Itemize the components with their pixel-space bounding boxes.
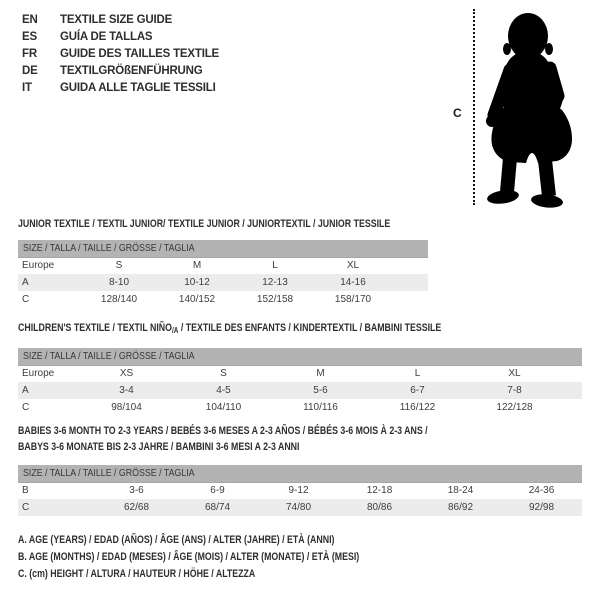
junior-size-table bbox=[18, 240, 428, 308]
language-code: ES bbox=[22, 31, 37, 43]
baby-silhouette bbox=[483, 8, 583, 208]
cell: XS bbox=[119, 368, 134, 380]
cell: L bbox=[272, 260, 278, 272]
language-list bbox=[22, 12, 219, 97]
cell-empty bbox=[392, 291, 428, 308]
cell: 92/98 bbox=[501, 499, 582, 516]
cell-empty bbox=[563, 399, 582, 416]
row-label: C bbox=[22, 294, 30, 305]
legend bbox=[18, 532, 445, 583]
row-label: Europe bbox=[22, 260, 55, 272]
cell-empty bbox=[392, 257, 428, 274]
row-label: A bbox=[18, 382, 78, 399]
baby-silhouette-shape bbox=[486, 13, 572, 208]
cell: 98/104 bbox=[111, 402, 142, 413]
cell: XL bbox=[508, 368, 521, 380]
cell: 80/86 bbox=[339, 499, 420, 516]
cell: 12-13 bbox=[236, 274, 314, 291]
junior-table-title: JUNIOR TEXTILE / TEXTIL JUNIOR/ TEXTILE JUNIOR / JUNIORTEXTIL / JUNIOR TESSILE bbox=[18, 218, 391, 230]
cell-empty bbox=[563, 365, 582, 382]
row-label: A bbox=[18, 274, 80, 291]
cell: 5-6 bbox=[272, 382, 369, 399]
cell: 7-8 bbox=[466, 382, 563, 399]
language-label: GUIDA ALLE TAGLIE TESSILI bbox=[60, 82, 216, 94]
table-row-height bbox=[18, 399, 582, 416]
cell: M bbox=[316, 368, 325, 380]
language-label: GUIDE DES TAILLES TEXTILE bbox=[60, 48, 219, 60]
language-label: GUÍA DE TALLAS bbox=[60, 31, 153, 43]
size-header-bar bbox=[18, 348, 582, 365]
height-measure-dotted-line bbox=[473, 9, 475, 205]
row-label: C bbox=[22, 402, 30, 413]
cell-empty bbox=[392, 274, 428, 291]
cell: 128/140 bbox=[100, 294, 138, 305]
cell: 8-10 bbox=[80, 274, 158, 291]
legend-row-c: C. (cm) HEIGHT / ALTURA / HAUTEUR / HÖHE / ALTEZZA bbox=[18, 568, 256, 580]
size-header-text: SIZE / TALLA / TAILLE / GRÖSSE / TAGLIA bbox=[23, 350, 195, 363]
language-code: EN bbox=[22, 14, 38, 26]
table-row-height bbox=[18, 499, 582, 516]
children-size-table bbox=[18, 348, 582, 416]
cell: 152/158 bbox=[256, 294, 294, 305]
cell: 6-9 bbox=[210, 485, 225, 497]
language-row-fr bbox=[22, 46, 219, 63]
cell: S bbox=[115, 260, 123, 272]
language-code: IT bbox=[22, 82, 32, 94]
size-header-bar bbox=[18, 240, 428, 257]
cell: XL bbox=[346, 260, 360, 272]
cell: 140/152 bbox=[178, 294, 216, 305]
cell: 86/92 bbox=[420, 499, 501, 516]
table-row-age-months bbox=[18, 482, 582, 499]
row-label: B bbox=[22, 485, 29, 497]
size-header-bar bbox=[18, 465, 582, 482]
language-code: FR bbox=[22, 48, 37, 60]
table-row-europe bbox=[18, 257, 428, 274]
table-row-age bbox=[18, 382, 582, 399]
cell: 24-36 bbox=[528, 485, 555, 497]
cell: L bbox=[414, 368, 421, 380]
legend-row-a: A. AGE (YEARS) / EDAD (AÑOS) / ÂGE (ANS) / ALTER (JAHRE) / ETÀ (ANNI) bbox=[18, 534, 335, 546]
babies-size-table bbox=[18, 465, 582, 516]
cell: 6-7 bbox=[369, 382, 466, 399]
table-row-age bbox=[18, 274, 428, 291]
language-row-es bbox=[22, 29, 219, 46]
cell: 62/68 bbox=[96, 499, 177, 516]
row-label: Europe bbox=[22, 368, 55, 380]
language-row-de bbox=[22, 63, 219, 80]
cell: 3-6 bbox=[129, 485, 144, 497]
cell: 9-12 bbox=[288, 485, 309, 497]
cell: 122/128 bbox=[496, 402, 533, 413]
row-label: C bbox=[18, 499, 96, 516]
children-table-title: CHILDREN'S TEXTILE / TEXTIL $NIÑO_{/A}$ / TEXTILE DES ENFANTS / KINDERTEXTIL / BAMBINI TESSILE bbox=[18, 322, 442, 335]
language-label: TEXTILGRÖßENFÜHRUNG bbox=[60, 65, 203, 77]
subscript: /A bbox=[171, 326, 179, 335]
size-header-text: SIZE / TALLA / TAILLE / GRÖSSE / TAGLIA bbox=[23, 467, 195, 480]
cell: 158/170 bbox=[334, 294, 372, 305]
cell: 12-18 bbox=[366, 485, 393, 497]
size-header-text: SIZE / TALLA / TAILLE / GRÖSSE / TAGLIA bbox=[23, 242, 195, 255]
cell: M bbox=[192, 260, 202, 272]
language-row-en bbox=[22, 12, 219, 29]
table-row-europe bbox=[18, 365, 582, 382]
cell: 10-12 bbox=[158, 274, 236, 291]
cell-empty bbox=[563, 382, 582, 399]
cell: 3-4 bbox=[78, 382, 175, 399]
language-row-it bbox=[22, 80, 219, 97]
cell: 116/122 bbox=[399, 402, 436, 413]
cell: 74/80 bbox=[258, 499, 339, 516]
cell: 4-5 bbox=[175, 382, 272, 399]
cell: S bbox=[220, 368, 227, 380]
cell: 110/116 bbox=[303, 402, 338, 413]
babies-table-title: BABIES 3-6 MONTH TO 2-3 YEARS / BEBÉS 3-6 MESES A 2-3 AÑOS / BÉBÉS 3-6 MOIS À 2-3 ANS / BABYS 3-6 MONATE BIS 2-3 JAHRE / BAMBINI 3-6 MESI A 2-3 ANNI bbox=[18, 425, 428, 453]
language-label: TEXTILE SIZE GUIDE bbox=[60, 14, 173, 26]
table-row-height bbox=[18, 291, 428, 308]
language-code: DE bbox=[22, 65, 38, 77]
cell: 104/110 bbox=[205, 402, 242, 413]
legend-row-b: B. AGE (MONTHS) / EDAD (MESES) / ÂGE (MOIS) / ALTER (MONATE) / ETÀ (MESI) bbox=[18, 551, 360, 563]
height-measure-label: C bbox=[453, 106, 462, 120]
cell: 14-16 bbox=[314, 274, 392, 291]
cell: 18-24 bbox=[447, 485, 474, 497]
cell: 68/74 bbox=[177, 499, 258, 516]
